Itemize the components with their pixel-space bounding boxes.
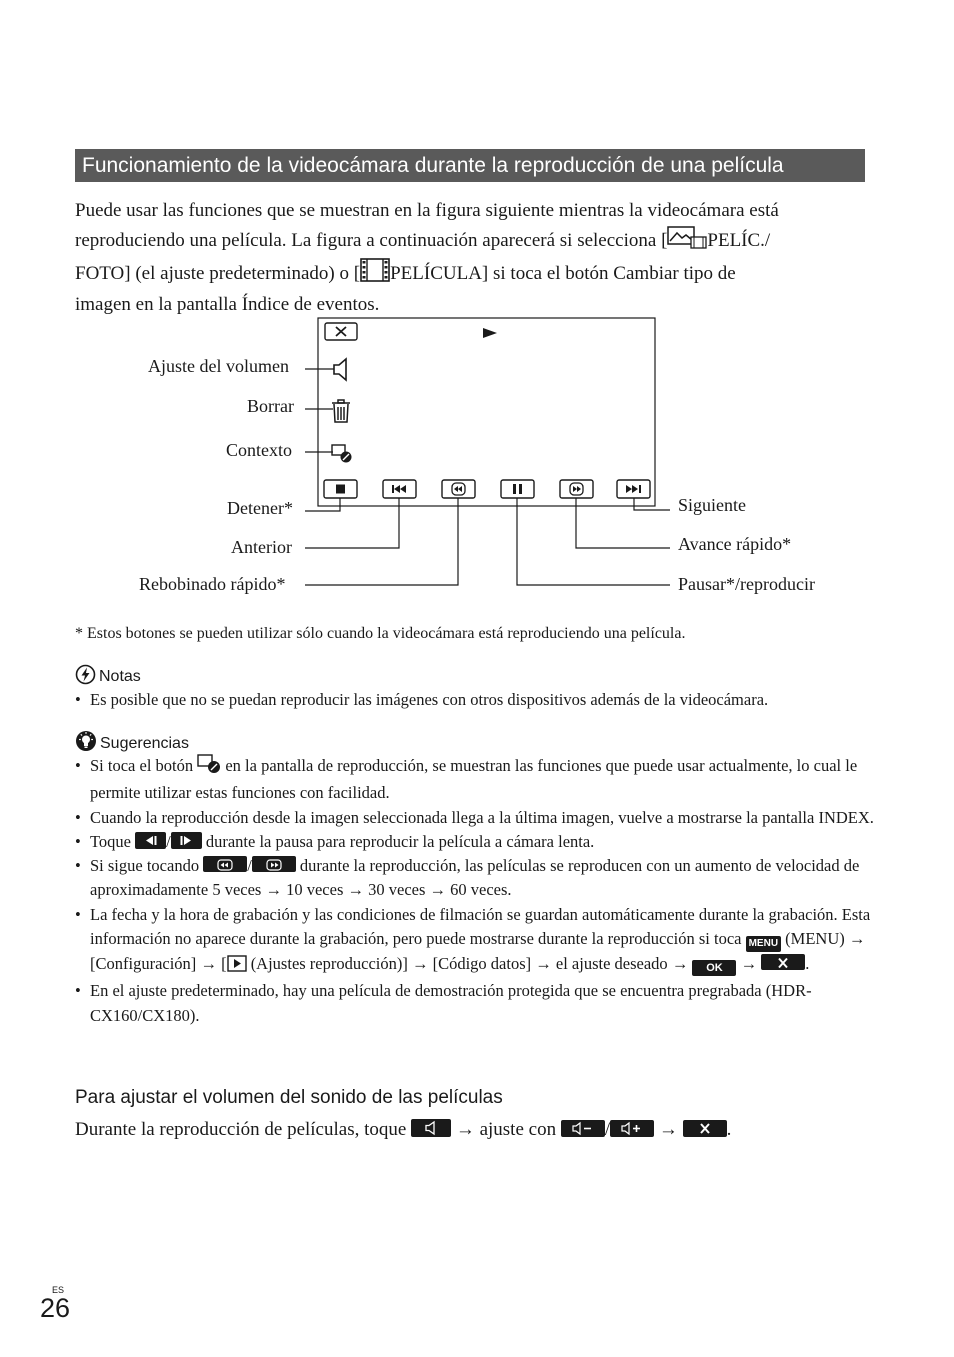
menu-button: MENU bbox=[746, 936, 781, 952]
page-language: ES bbox=[52, 1285, 65, 1295]
skip-next-icon[interactable] bbox=[617, 480, 650, 498]
footnote: * Estos botones se pueden utilizar sólo cuando la videocámara está reproduciendo una película. bbox=[75, 625, 686, 642]
list-item: • Si sigue tocando / durante la reproducción, las películas se reproducen con un aumento de velocidad de aproximadamente 5 veces → 10 veces → 30 veces → 60 veces. bbox=[75, 854, 875, 903]
arrow: → bbox=[200, 954, 217, 974]
sugerencias-heading-row bbox=[75, 730, 189, 757]
fast-forward-icon[interactable] bbox=[560, 480, 593, 498]
arrow: → bbox=[265, 880, 282, 900]
notas-heading: Notas bbox=[99, 668, 141, 685]
close-icon bbox=[761, 954, 805, 970]
label-fast-forward: Avance rápido* bbox=[678, 534, 792, 554]
speaker-icon bbox=[411, 1119, 451, 1137]
intro-text: PELÍCULA] si toca el botón Cambiar tipo de bbox=[390, 263, 736, 284]
sugerencias-heading: Sugerencias bbox=[100, 734, 189, 752]
arrow: → bbox=[535, 954, 552, 974]
list-item: • Cuando la reproducción desde la imagen seleccionada llega a la última imagen, vuelve a mostrarse la pantalla INDEX. bbox=[75, 806, 875, 830]
arrow: → bbox=[848, 929, 866, 949]
label-rewind: Rebobinado rápido* bbox=[139, 574, 286, 594]
list-item: • La fecha y la hora de grabación y las condiciones de filmación se guardan automáticamente durante la grabación. Esta información no aparece durante la grabación, pero puede mostrarse durante la reproducción si toca MENU (MENU) → [Configuración] → [ (Ajustes reproducción)] → [Código datos] → el ajuste deseado → OK → . bbox=[75, 903, 875, 980]
label-stop: Detener* bbox=[227, 498, 293, 518]
playback-diagram bbox=[0, 0, 954, 620]
skip-previous-icon[interactable] bbox=[383, 480, 416, 498]
leader-line bbox=[517, 498, 670, 585]
list-item: • Si toca el botón en la pantalla de reproducción, se muestran las funciones que puede usar actualmente, lo cual le permite utilizar estas funciones con facilidad. bbox=[75, 754, 875, 806]
arrow: → bbox=[429, 880, 447, 900]
pause-icon[interactable] bbox=[501, 480, 534, 498]
arrow: → bbox=[658, 1119, 678, 1140]
rewind-icon bbox=[203, 856, 247, 872]
playback-icon bbox=[227, 955, 247, 979]
notas-heading-row bbox=[75, 664, 141, 690]
list-item: • Toque / durante la pausa para reproducir la película a cámara lenta. bbox=[75, 830, 875, 854]
tips-icon bbox=[75, 730, 97, 757]
list-item: • Es posible que no se puedan reproducir las imágenes con otros dispositivos además de la videocámara. bbox=[75, 688, 875, 712]
page-number: 26 bbox=[40, 1293, 71, 1323]
notas-list bbox=[75, 688, 875, 712]
intro-text: FOTO] (el ajuste predeterminado) o [ bbox=[75, 263, 361, 284]
section-title: Funcionamiento de la videocámara durante la reproducción de una película bbox=[75, 149, 865, 182]
volume-instruction: Durante la reproducción de películas, toque → ajuste con / → . bbox=[75, 1119, 732, 1140]
label-context: Contexto bbox=[226, 440, 292, 460]
slow-forward-icon bbox=[171, 832, 202, 849]
close-icon bbox=[683, 1120, 727, 1137]
close-icon[interactable] bbox=[325, 323, 357, 340]
rewind-icon[interactable] bbox=[442, 480, 475, 498]
intro-text: Puede usar las funciones que se muestran en la figura siguiente mientras la videocámara está bbox=[75, 200, 779, 221]
notes-icon bbox=[75, 664, 96, 690]
volume-down-icon bbox=[561, 1120, 605, 1137]
arrow: → bbox=[671, 954, 689, 974]
arrow: → bbox=[740, 954, 758, 974]
label-pause-play: Pausar*/reproducir bbox=[678, 574, 815, 594]
context-icon bbox=[197, 754, 221, 781]
trash-icon[interactable] bbox=[332, 400, 350, 422]
list-item: • En el ajuste predeterminado, hay una película de demostración protegida que se encuentra pregrabada (HDR-CX160/CX180). bbox=[75, 979, 875, 1028]
label-delete: Borrar bbox=[247, 396, 294, 416]
ok-button: OK bbox=[692, 960, 736, 976]
intro-text: imagen en la pantalla Índice de eventos. bbox=[75, 294, 380, 315]
sugerencias-list bbox=[75, 754, 875, 1028]
screen-frame bbox=[318, 318, 655, 506]
label-volume: Ajuste del volumen bbox=[148, 356, 289, 376]
stop-icon[interactable] bbox=[324, 480, 357, 498]
intro-text: PELÍC./ bbox=[707, 230, 771, 251]
slow-reverse-icon bbox=[135, 832, 166, 849]
arrow: → bbox=[347, 880, 364, 900]
fast-forward-icon bbox=[252, 856, 296, 872]
label-next: Siguiente bbox=[678, 495, 746, 515]
volume-section-title: Para ajustar el volumen del sonido de las películas bbox=[75, 1087, 503, 1108]
label-previous: Anterior bbox=[231, 537, 292, 557]
volume-up-icon bbox=[610, 1120, 654, 1137]
intro-text: reproduciendo una película. La figura a continuación aparecerá si selecciona [ bbox=[75, 230, 668, 251]
arrow: → bbox=[411, 954, 429, 974]
arrow: → bbox=[455, 1119, 475, 1140]
